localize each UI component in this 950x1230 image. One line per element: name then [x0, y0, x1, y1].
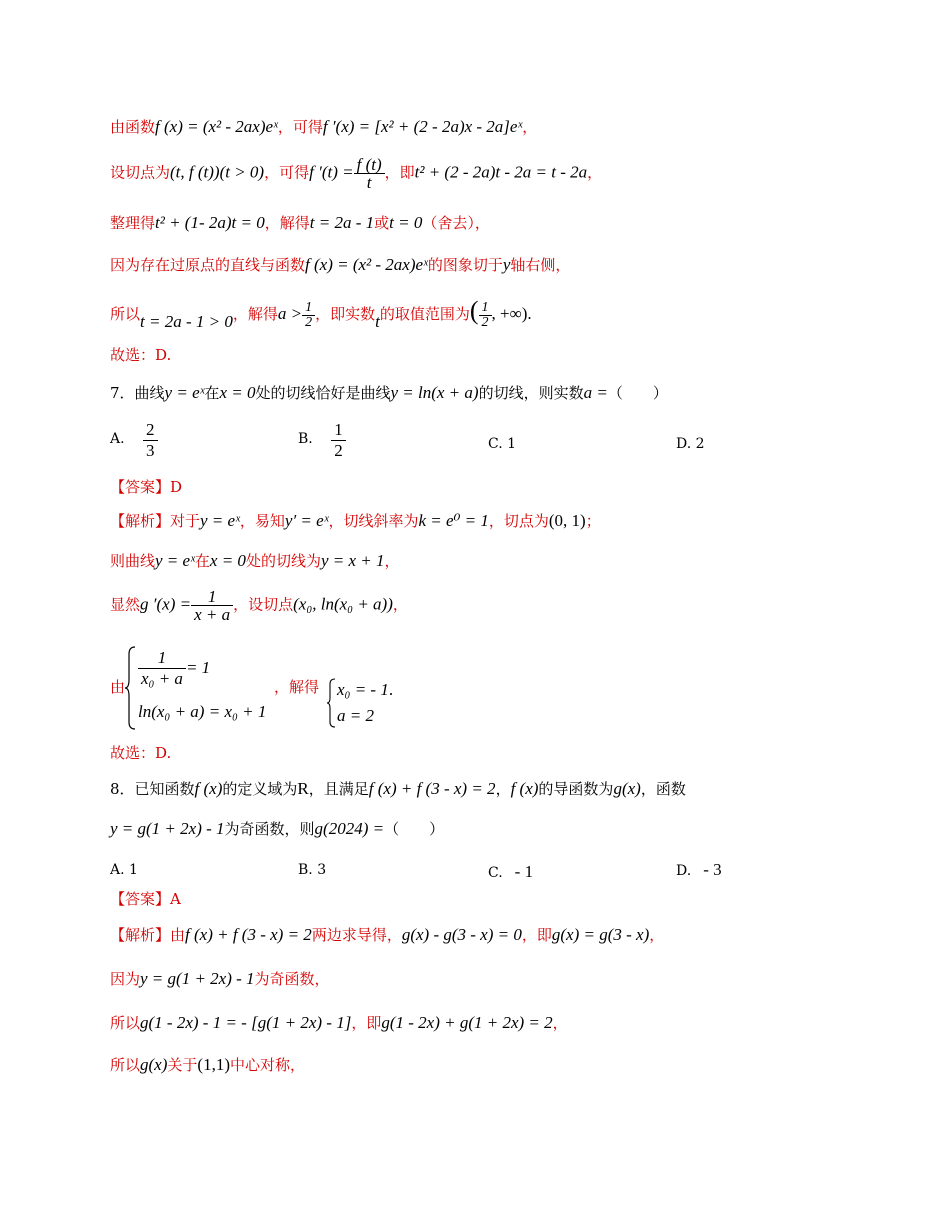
option-d	[676, 860, 722, 880]
text: 的取值范围为	[379, 305, 470, 323]
math-expression: f (x) = (x² - 2ax)eˣ	[155, 117, 278, 136]
text: 设切点为	[110, 163, 171, 182]
text: ；	[585, 512, 601, 530]
option-text: C. 1	[488, 436, 517, 452]
math-expression: y = eˣ	[164, 383, 205, 402]
solution-line-5	[110, 298, 532, 330]
analysis-8-line-2	[110, 970, 330, 987]
text: 的图象切于	[427, 256, 503, 274]
left-brace-icon	[124, 646, 136, 730]
option-d	[676, 436, 705, 452]
text: 轴右侧，	[510, 256, 571, 274]
text: ，设切点	[233, 595, 294, 614]
text: .	[388, 680, 394, 699]
option-text: D. 2	[676, 436, 705, 452]
math-expression: t	[375, 312, 380, 331]
text: 因为	[110, 970, 141, 988]
fraction-numerator: f (t)	[356, 155, 382, 174]
text: 故选：D.	[110, 346, 172, 364]
math-expression: x = 0	[209, 551, 246, 570]
question-8-line-2	[110, 820, 444, 837]
analysis-7-solve	[274, 680, 319, 695]
text: 【解析】对于	[110, 512, 201, 530]
text: ，解得	[232, 305, 278, 323]
analysis-7-line-1	[110, 512, 601, 529]
text: 或	[374, 214, 390, 232]
fraction-denominator: 2	[479, 315, 492, 330]
text: 因为存在过原点的直线与函数	[110, 256, 306, 274]
math-expression: a >	[277, 304, 303, 323]
text: 所以	[110, 305, 141, 323]
text: ，	[384, 552, 400, 570]
fraction-numerator: 1	[481, 299, 489, 315]
math-expression: y	[502, 255, 511, 274]
fraction-denominator: 2	[302, 315, 315, 330]
option-b	[298, 862, 326, 878]
text: 显然	[110, 595, 141, 614]
text: ，	[587, 163, 603, 182]
math-expression: (t, f (t))(t > 0)	[170, 162, 265, 182]
math-expression: t = 0	[389, 213, 423, 232]
math-expression: y′ = eˣ	[284, 511, 329, 530]
text: 的定义域为	[222, 780, 298, 798]
left-brace-icon	[326, 678, 336, 728]
text: 8．已知函数	[110, 780, 195, 798]
solution-eq-1	[337, 680, 393, 700]
option-c	[488, 436, 516, 452]
fraction	[331, 420, 346, 461]
fraction-denominator: t	[354, 173, 385, 191]
solution-line-6	[110, 348, 171, 363]
text: ，即实数	[315, 305, 376, 323]
text: ，切线斜率为	[328, 512, 419, 530]
fraction-numerator: 2	[146, 420, 155, 439]
text: 的切线，则实数	[478, 384, 584, 402]
text: 两边求导得，	[311, 926, 402, 944]
text: ，即	[384, 163, 415, 182]
text: 7．曲线	[110, 384, 165, 402]
text: 处的切线恰好是曲线	[255, 384, 391, 402]
text: 中心对称，	[229, 1056, 305, 1074]
fraction	[191, 588, 233, 623]
paren: (	[469, 296, 479, 325]
fraction-numerator: 1	[305, 299, 313, 315]
text: 【解析】由	[110, 926, 186, 944]
math-expression: - 3	[703, 860, 722, 879]
analysis-7-line-2	[110, 552, 400, 569]
text: ，即	[351, 1014, 382, 1032]
math-expression: , +∞	[491, 304, 522, 323]
text: ，可得	[277, 118, 323, 136]
analysis-8-line-3	[110, 1014, 568, 1031]
question-7	[110, 384, 668, 401]
analysis-7-line-4	[110, 680, 125, 695]
text: ，	[392, 595, 408, 614]
paren: ).	[521, 304, 532, 323]
text: 所以	[110, 1056, 141, 1074]
fraction	[302, 301, 315, 330]
text: 在	[204, 384, 220, 402]
math-expression: g(x) = g(3 - x)	[551, 925, 650, 944]
math-expression: y = g(1 + 2x) - 1	[140, 969, 255, 988]
option-text: B. 3	[298, 862, 327, 878]
text: 故选：D.	[110, 744, 172, 762]
math-expression: f (x) + f (3 - x) = 2	[368, 779, 496, 798]
text: 所以	[110, 1014, 141, 1032]
math-expression: a = 2	[337, 706, 374, 725]
math-expression: t² + (2 - 2a)t - 2a = t - 2a	[414, 162, 588, 182]
math-expression: = 1	[185, 658, 211, 677]
analysis-7-line-3	[110, 588, 408, 623]
math-expression: t = 2a - 1	[309, 213, 375, 232]
answer-8	[110, 892, 181, 907]
text: ，可得	[264, 163, 310, 182]
text: （ ）	[384, 820, 445, 838]
option-label: A.	[110, 430, 125, 447]
option-c	[488, 862, 533, 882]
analysis-7-line-5	[110, 746, 171, 761]
math-expression: ln(x₀ + a) = x₀ + 1	[138, 702, 267, 721]
math-expression: g(x)	[613, 779, 641, 798]
text: 由函数	[110, 118, 156, 136]
text: 在	[194, 552, 210, 570]
text: ，	[552, 1014, 568, 1032]
option-a	[110, 420, 158, 461]
math-expression: t² + (1- 2a)t = 0	[155, 213, 265, 232]
text: 处的切线为	[245, 552, 321, 570]
solution-line-3	[110, 214, 490, 231]
math-expression: (0, 1)	[548, 511, 586, 530]
math-expression: x₀ = - 1	[337, 680, 389, 699]
math-expression: - 1	[514, 862, 534, 881]
math-expression: f (x)	[194, 779, 223, 798]
math-expression: t = 2a - 1 > 0	[140, 312, 233, 331]
solution-line-1	[110, 118, 537, 135]
text: 的导函数为	[538, 780, 614, 798]
text: ，且满足	[308, 780, 369, 798]
text: 为奇函数，则	[224, 820, 315, 838]
question-8-line-1	[110, 780, 686, 797]
fraction-numerator: 1	[157, 648, 167, 667]
math-expression: y = g(1 + 2x) - 1	[110, 819, 225, 838]
math-expression: f ′(x) = [x² + (2 - 2a)x - 2a]eˣ	[322, 117, 523, 136]
math-expression: y = ln(x + a)	[390, 383, 479, 402]
option-text: A. 1	[110, 862, 138, 878]
text: 为奇函数，	[254, 970, 330, 988]
math-expression: g(2024) =	[314, 819, 385, 838]
text: 【答案】D	[110, 478, 183, 496]
analysis-8-line-1	[110, 926, 664, 943]
fraction-denominator: 3	[143, 440, 158, 461]
fraction-numerator: 1	[207, 587, 217, 606]
text: 【答案】A	[110, 890, 181, 908]
fraction	[138, 648, 186, 689]
math-expression: y = eˣ	[155, 551, 195, 570]
text: ，	[495, 780, 511, 798]
option-a	[110, 862, 138, 878]
fraction-denominator: 2	[331, 440, 346, 461]
fraction-numerator: 1	[334, 420, 343, 439]
text: （ ）	[607, 384, 668, 402]
math-expression: g(1 - 2x) + g(1 + 2x) = 2	[381, 1013, 553, 1032]
fraction	[479, 301, 492, 330]
math-expression: k = e⁰ = 1	[418, 511, 489, 530]
analysis-8-line-4	[110, 1056, 305, 1073]
solution-eq-2	[337, 706, 374, 726]
answer-7	[110, 480, 182, 495]
text: 由	[110, 678, 126, 696]
option-text: C.	[488, 865, 503, 881]
math-expression: R	[297, 779, 309, 798]
fraction-denominator: x + a	[191, 605, 233, 623]
option-label: B.	[298, 430, 313, 447]
math-expression: g ′(x) =	[140, 594, 192, 614]
text: ，解得	[264, 214, 310, 232]
text: ，即	[521, 926, 552, 944]
fraction	[143, 420, 158, 461]
math-expression: f (x) + f (3 - x) = 2	[185, 925, 312, 944]
text: 关于	[167, 1056, 198, 1074]
math-expression: f (x) = (x² - 2ax)eˣ	[305, 255, 428, 274]
fraction	[354, 156, 385, 191]
system-eq-2	[138, 702, 266, 722]
math-expression: (x₀, ln(x₀ + a))	[293, 594, 393, 614]
text: 整理得	[110, 214, 156, 232]
solution-line-4	[110, 256, 570, 273]
text: ，	[522, 118, 538, 136]
solution-line-2	[110, 156, 602, 191]
math-expression: f (x)	[510, 779, 539, 798]
option-b	[298, 420, 346, 461]
text: 则曲线	[110, 552, 156, 570]
text: ，解得	[274, 678, 320, 696]
math-expression: y = x + 1	[320, 551, 385, 570]
text: ，函数	[640, 780, 686, 798]
math-expression: g(x) - g(3 - x) = 0	[401, 925, 522, 944]
text: ，	[649, 926, 665, 944]
math-expression: a =	[583, 383, 608, 402]
text: ，切点为	[488, 512, 549, 530]
math-expression: g(1 - 2x) - 1 = - [g(1 + 2x) - 1]	[140, 1013, 352, 1032]
option-text: D.	[676, 863, 692, 879]
math-expression: y = eˣ	[200, 511, 240, 530]
math-expression: f ′(t) =	[309, 162, 354, 182]
text: （舍去），	[422, 214, 490, 232]
fraction-denominator: x₀ + a	[138, 668, 186, 689]
math-expression: x = 0	[219, 383, 256, 402]
text: ，易知	[239, 512, 285, 530]
math-expression: g(x)	[140, 1055, 168, 1074]
system-eq-1	[138, 648, 210, 689]
math-expression: (1,1)	[197, 1055, 230, 1074]
